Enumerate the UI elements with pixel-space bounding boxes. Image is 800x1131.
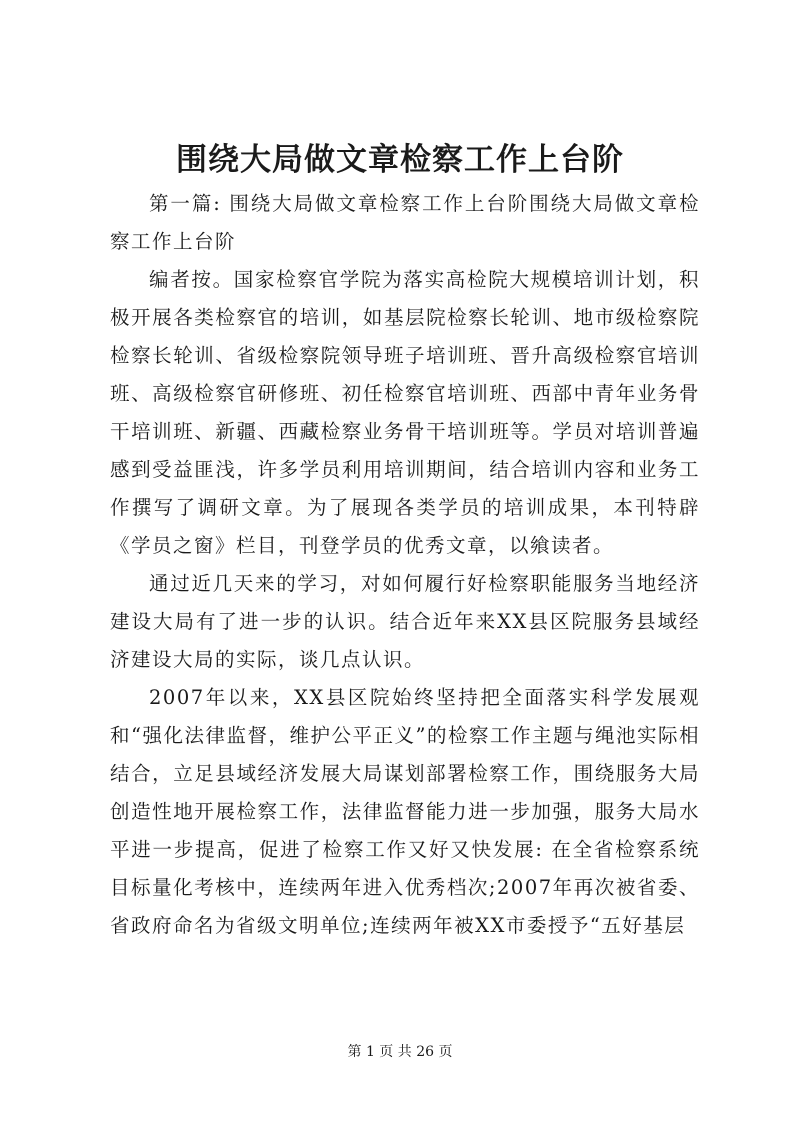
paragraph-editor-note: 编者按。国家检察官学院为落实高检院大规模培训计划，积极开展各类检察官的培训，如基层院检察长轮训、地市级检察院检察长轮训、省级检察院领导班子培训班、晋升高级检察官培训班、高级检察官研修班、初任检察官培训班、西部中青年业务骨干培训班、新疆、西藏检察业务骨干培训班等。学员对培训普遍感到受益匪浅，许多学员利用培训期间，结合培训内容和业务工作撰写了调研文章。为了展现各类学员的培训成果，本刊特辟《学员之窗》栏目，刊登学员的优秀文章，以飨读者。 bbox=[110, 268, 700, 557]
paragraph-learning: 通过近几天来的学习，对如何履行好检察职能服务当地经济建设大局有了进一步的认识。结合近年来XX县区院服务县域经济建设大局的实际，谈几点认识。 bbox=[110, 572, 700, 671]
document-title: 围绕大局做文章检察工作上台阶 bbox=[176, 142, 624, 178]
paragraph-achievements: 2007年以来，XX县区院始终坚持把全面落实科学发展观和“强化法律监督，维护公平正义”的检察工作主题与绳池实际相结合，立足县域经济发展大局谋划部署检察工作，围绕服务大局创造性地开展检察工作，法律监督能力进一步加强，服务大局水平进一步提高，促进了检察工作又好又快发展: 在全省检察系统目标量化考核中，连续两年进入优秀档次;2007年再次被省委、省政府命名为省级文明单位;连续两年被XX市委授予“五好基层 bbox=[110, 686, 700, 937]
paragraph-intro: 第一篇: 围绕大局做文章检察工作上台阶围绕大局做文章检察工作上台阶 bbox=[110, 192, 700, 253]
page-number: 第 1 页 共 26 页 bbox=[347, 1044, 453, 1060]
document-body bbox=[110, 185, 700, 945]
